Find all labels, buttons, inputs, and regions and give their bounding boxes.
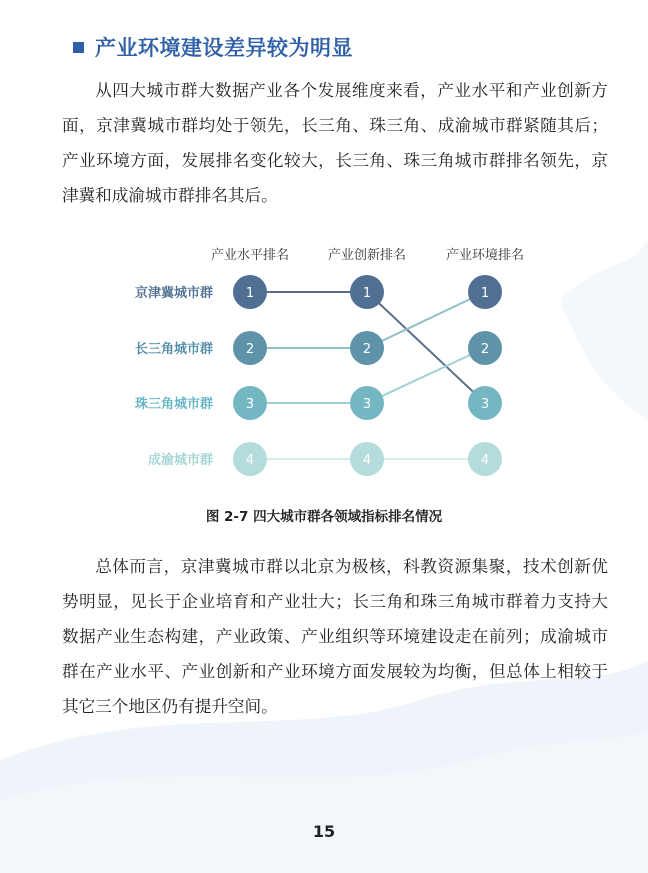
group-label: 成渝城市群 xyxy=(147,453,213,468)
group-label: 长三角城市群 xyxy=(134,342,213,357)
column-header: 产业水平排名 xyxy=(210,248,290,263)
rank-node-label: 3 xyxy=(480,397,490,412)
rank-node-label: 2 xyxy=(362,342,372,357)
rank-node-label: 1 xyxy=(245,286,255,301)
rank-node-label: 2 xyxy=(245,342,255,357)
heading-text: 产业环境建设差异较为明显 xyxy=(95,36,353,60)
rank-line xyxy=(367,292,485,403)
group-label: 京津冀城市群 xyxy=(134,286,213,301)
rank-line xyxy=(367,348,485,403)
rank-node-label: 1 xyxy=(362,286,372,301)
rank-node-label: 4 xyxy=(362,453,372,468)
rank-chart xyxy=(0,232,648,492)
figure-caption: 图 2-7 四大城市群各领域指标排名情况 xyxy=(205,509,443,525)
rank-node-label: 3 xyxy=(362,397,372,412)
heading-bullet-icon xyxy=(73,42,84,53)
group-label: 珠三角城市群 xyxy=(134,397,213,412)
rank-node-label: 3 xyxy=(245,397,255,412)
page-number: 15 xyxy=(312,822,336,841)
rank-node-label: 2 xyxy=(480,342,490,357)
paragraph-2: 总体而言，京津冀城市群以北京为极核，科教资源集聚，技术创新优势明显，见长于企业培育和产业壮大；长三角和珠三角城市群着力支持大数据产业生态构建，产业政策、产业组织等环境建设走在前列；成渝城市群在产业水平、产业创新和产业环境方面发展较为均衡，但总体上相较于其它三个地区仍有提升空间。 xyxy=(62,557,608,716)
rank-node-label: 1 xyxy=(480,286,490,301)
column-header: 产业创新排名 xyxy=(327,248,407,263)
column-header: 产业环境排名 xyxy=(445,248,525,263)
rank-line xyxy=(367,292,485,348)
section-heading xyxy=(73,30,353,64)
rank-node-label: 4 xyxy=(245,453,255,468)
paragraph-1: 从四大城市群大数据产业各个发展维度来看，产业水平和产业创新方面，京津冀城市群均处于领先，长三角、珠三角、成渝城市群紧随其后；产业环境方面，发展排名变化较大，长三角、珠三角城市群排名领先，京津冀和成渝城市群排名其后。 xyxy=(62,81,608,205)
rank-node-label: 4 xyxy=(480,453,490,468)
